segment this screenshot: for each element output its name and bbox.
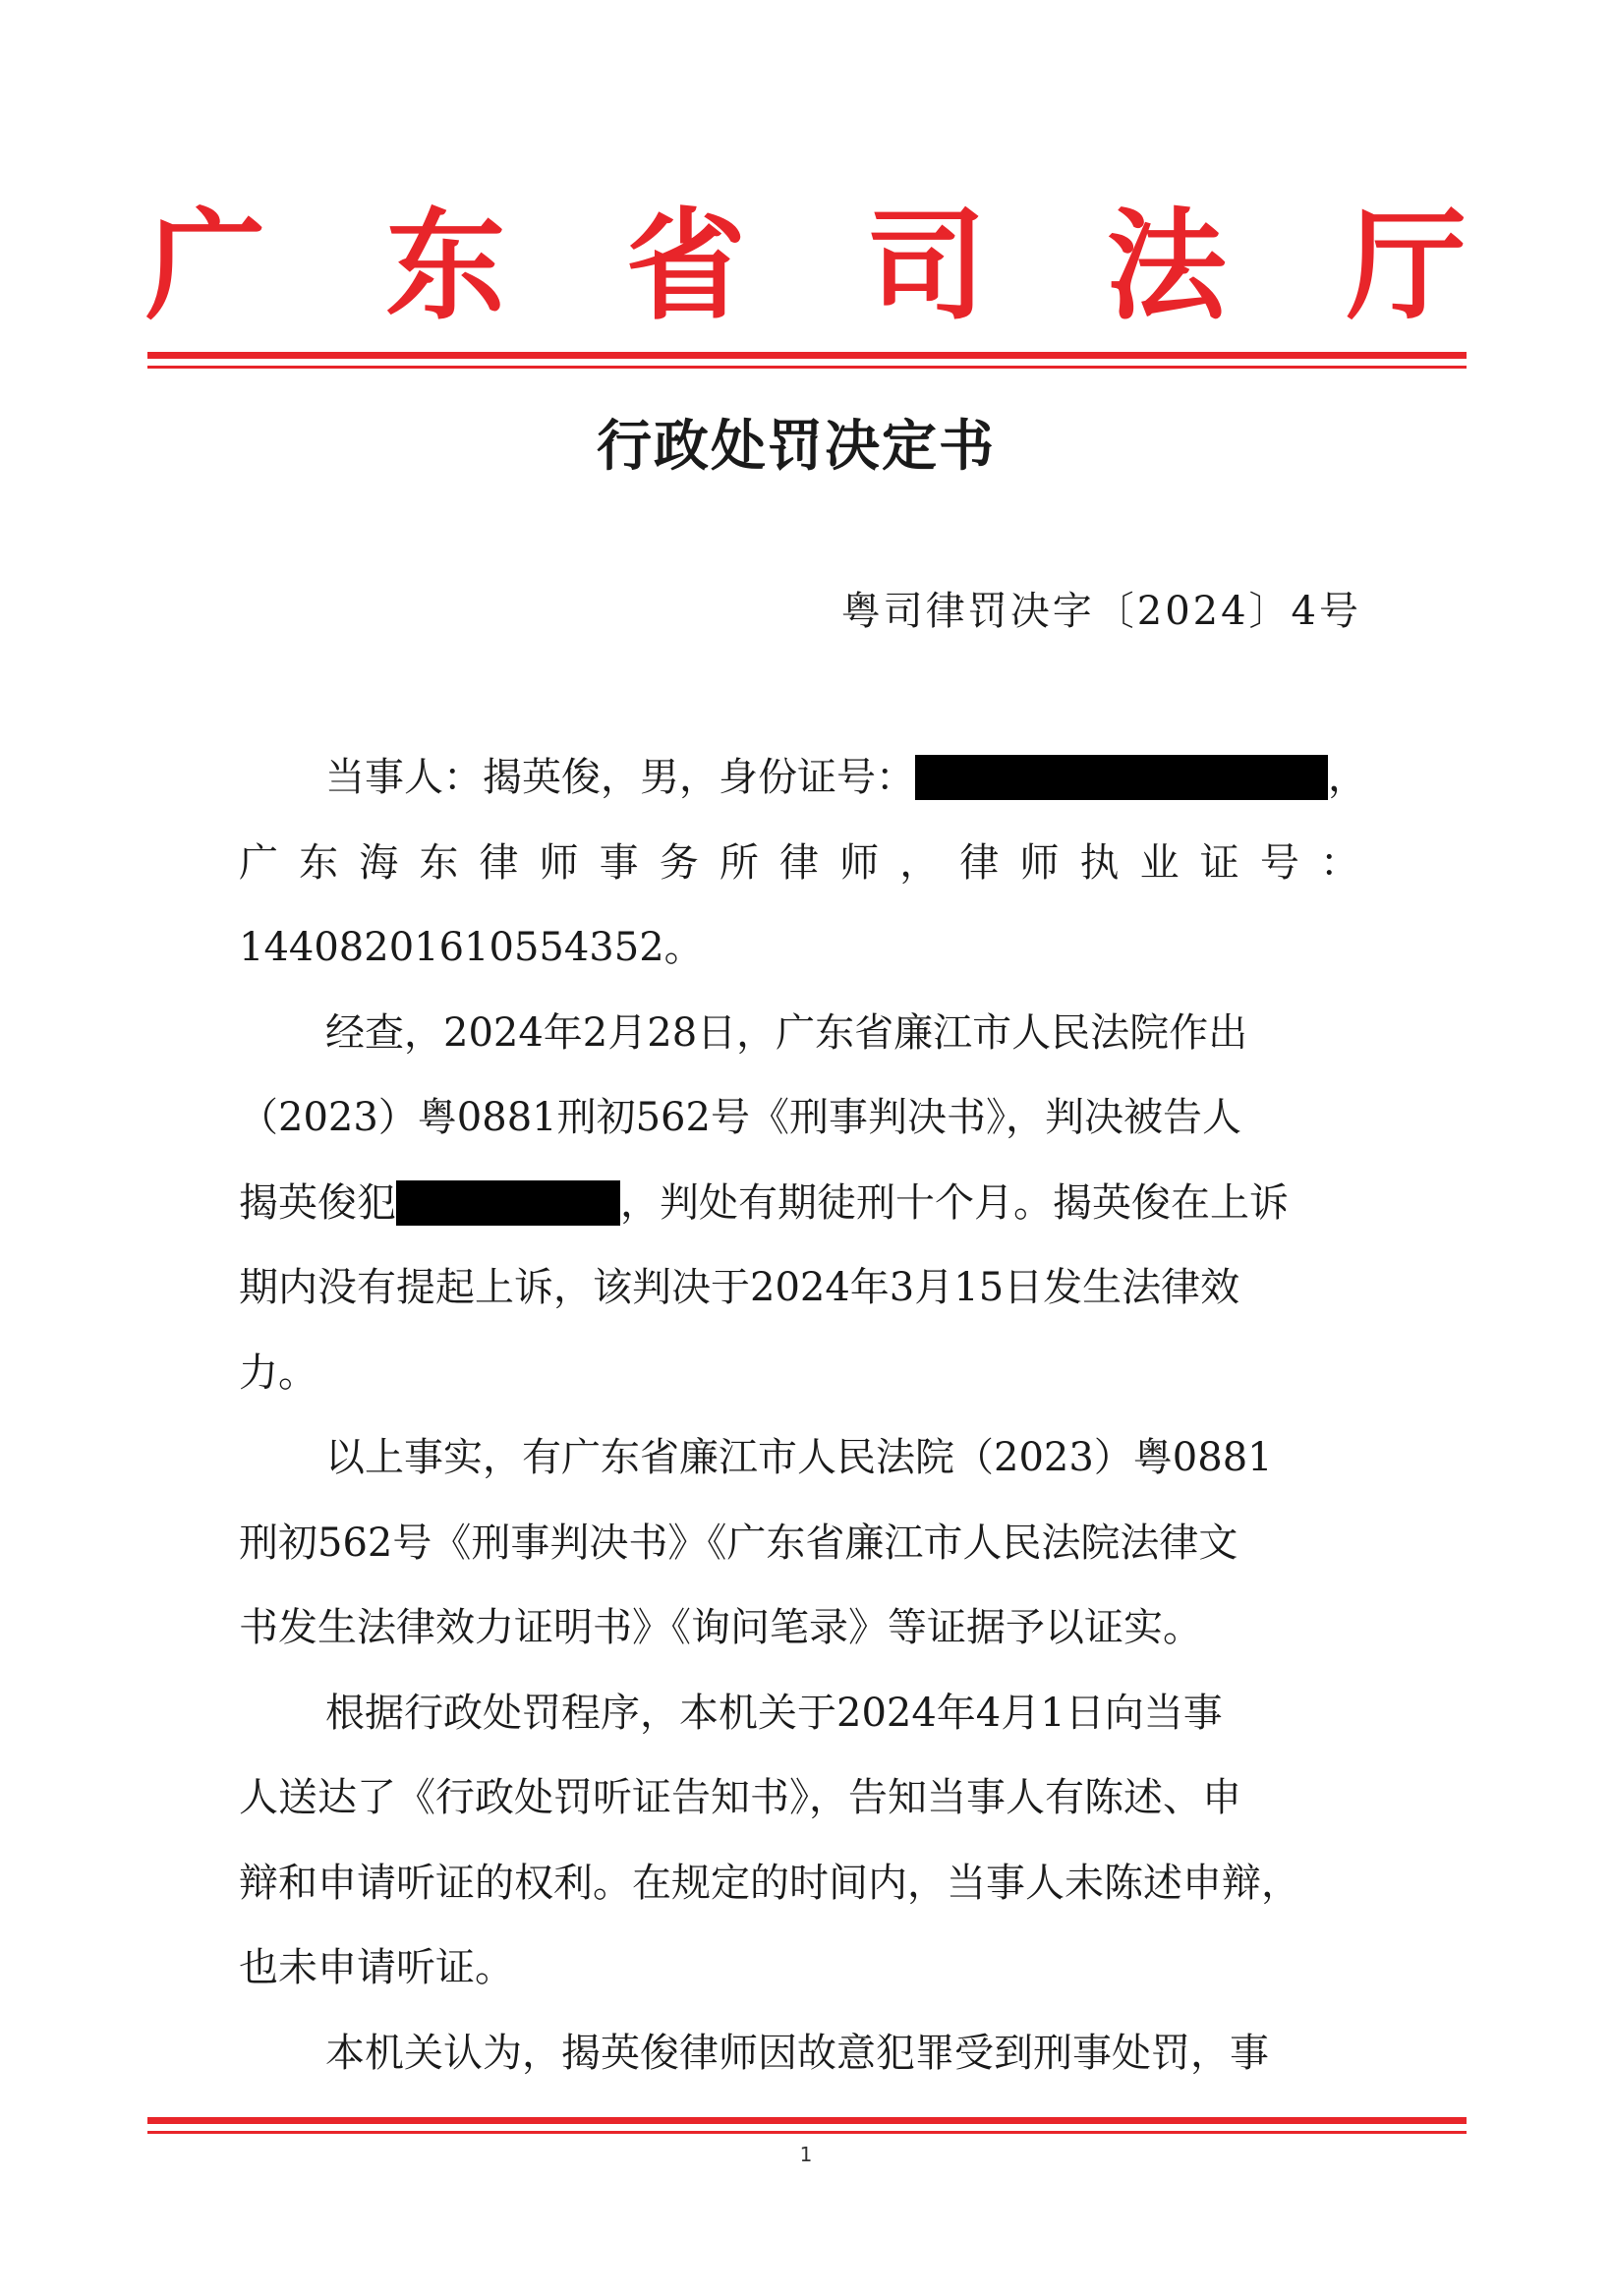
- header-rule-thick: [147, 352, 1467, 359]
- text-line: 刑初562号《刑事判决书》《广东省廉江市人民法院法律文: [239, 1520, 1238, 1566]
- footer-rule-thick: [147, 2117, 1467, 2124]
- char: 证: [1199, 839, 1239, 886]
- char: 律: [479, 839, 519, 886]
- text-line: 以上事实，有广东省廉江市人民法院（2023）粤0881: [325, 1435, 1273, 1480]
- text-line-justified: [239, 821, 1359, 906]
- text-line: 根据行政处罚程序，本机关于2024年4月1日向当事: [325, 1690, 1223, 1736]
- char: 执: [1079, 839, 1120, 886]
- char: 师: [539, 839, 579, 886]
- char: 律: [778, 839, 819, 886]
- text-line: 力。: [239, 1349, 317, 1396]
- char: 业: [1139, 839, 1180, 886]
- footer-rule-thin: [147, 2131, 1467, 2134]
- redaction-block: [396, 1180, 620, 1226]
- document-title: 行政处罚决定书: [597, 414, 996, 479]
- header-rule-thin: [147, 366, 1467, 369]
- text-line: 14408201610554352。: [239, 925, 704, 970]
- char: 东: [299, 839, 339, 886]
- text-line: 本机关认为，揭英俊律师因故意犯罪受到刑事处罚，事: [325, 2030, 1269, 2076]
- page-number: 1: [799, 2143, 813, 2166]
- char: ，: [899, 839, 940, 886]
- char: 所: [719, 839, 759, 886]
- party-label: 当事人：揭英俊，男，身份证号：: [325, 755, 915, 800]
- char: 号: [1259, 839, 1299, 886]
- agency-title: [145, 187, 1467, 344]
- redaction-block: [915, 755, 1328, 800]
- char: 务: [659, 839, 699, 886]
- char: 海: [359, 839, 399, 886]
- text-line: 人送达了《行政处罚听证告知书》，告知当事人有陈述、申: [239, 1775, 1241, 1820]
- agency-char: 省: [625, 195, 746, 336]
- text-line: [239, 735, 1367, 821]
- char: 律: [959, 839, 1000, 886]
- text-fragment: 揭英俊犯: [239, 1179, 396, 1226]
- text-fragment: ，判处有期徒刑十个月。揭英俊在上诉: [620, 1179, 1289, 1226]
- text-line: （2023）粤0881刑初562号《刑事判决书》，判决被告人: [239, 1095, 1241, 1140]
- char: ：: [1319, 839, 1359, 886]
- char: 师: [839, 839, 880, 886]
- text-line: 期内没有提起上诉，该判决于2024年3月15日发生法律效: [239, 1265, 1240, 1310]
- agency-char: 广: [145, 195, 265, 336]
- text-line: 也未申请听证。: [239, 1945, 514, 1990]
- punctuation: ，: [1328, 755, 1367, 800]
- char: 东: [419, 839, 459, 886]
- document-number: 粤司律罚决字〔2024〕4号: [840, 589, 1361, 634]
- agency-char: 厅: [1346, 195, 1467, 336]
- char: 师: [1019, 839, 1060, 886]
- char: 广: [239, 839, 278, 886]
- agency-char: 司: [866, 195, 987, 336]
- agency-char: 法: [1106, 195, 1227, 336]
- agency-char: 东: [385, 195, 506, 336]
- text-line: 书发生法律效力证明书》《询问笔录》等证据予以证实。: [239, 1605, 1202, 1650]
- body-text: [239, 735, 1367, 2095]
- char: 事: [599, 839, 639, 886]
- text-line: [239, 1161, 1359, 1246]
- text-line: 辩和申请听证的权利。在规定的时间内，当事人未陈述申辩，: [239, 1860, 1300, 1906]
- text-line: 经查，2024年2月28日，广东省廉江市人民法院作出: [325, 1009, 1248, 1056]
